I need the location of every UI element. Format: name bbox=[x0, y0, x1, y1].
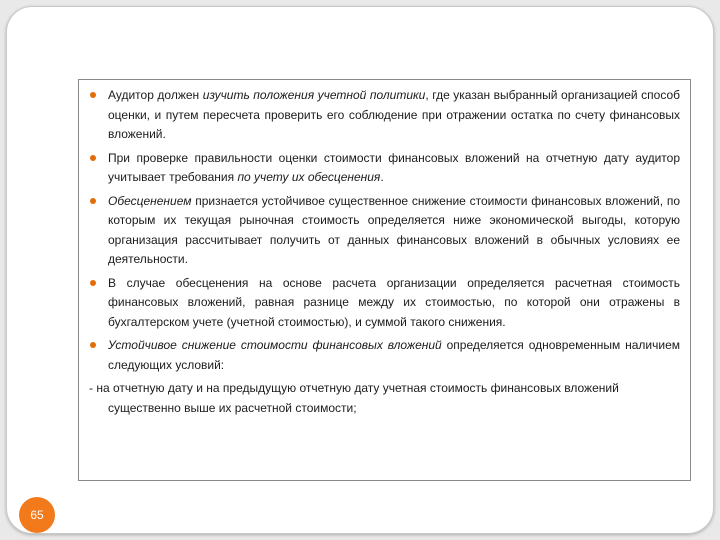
bullet-icon bbox=[90, 198, 96, 204]
italic-run: изучить положения учетной политики bbox=[202, 88, 426, 102]
bullet-paragraph-2 bbox=[89, 149, 680, 188]
bullet-paragraph-1 bbox=[89, 86, 680, 145]
bullet-icon bbox=[90, 92, 96, 98]
bullet-icon bbox=[90, 342, 96, 348]
text-run: , где указан выбранный организацией способ оценки, и путем пересчета проверить его соблюдение при отражении остатка по счету финансовых вложений. bbox=[108, 88, 681, 141]
dash-paragraph bbox=[89, 379, 680, 418]
dash-item-continuation: существенно выше их расчетной стоимости; bbox=[108, 400, 357, 415]
bullet-paragraph-4 bbox=[89, 274, 680, 333]
text-run: . bbox=[380, 170, 384, 184]
bullet-paragraph-3 bbox=[89, 192, 680, 270]
slide bbox=[6, 6, 714, 534]
text-run: Аудитор должен bbox=[108, 88, 203, 102]
text-run: В случае обесценения на основе расчета организации определяется расчетная стоимость финансовых вложений, равная разнице между их стоимостью, по которой они отражены в бухгалтерском учете (учетной стоимостью), и суммой такого снижения. bbox=[108, 275, 680, 329]
content-box bbox=[78, 79, 691, 481]
italic-run: Обесценением bbox=[108, 193, 192, 208]
text-run: определяется одновременным наличием следующих условий: bbox=[108, 338, 680, 372]
italic-run: по учету их обесценения bbox=[237, 170, 381, 184]
italic-run: Устойчивое снижение стоимости финансовых вложений bbox=[108, 338, 442, 352]
bullet-icon bbox=[90, 155, 96, 161]
bullet-paragraph-5 bbox=[89, 336, 680, 375]
bullet-icon bbox=[90, 280, 96, 286]
text-run: При проверке правильности оценки стоимости финансовых вложений на отчетную дату аудитор учитывает требования bbox=[108, 150, 680, 184]
page-number-badge: 65 bbox=[19, 497, 55, 533]
text-run: признается устойчивое существенное снижение стоимости финансовых вложений, по которым их текущая рыночная стоимость определяется ниже экономической выгоды, которую организация рассчитывает получить от данных финансовых вложений в обычных условиях ее деятельности. bbox=[108, 193, 680, 266]
dash-item-first-line: - на отчетную дату и на предыдущую отчетную дату учетная стоимость финансовых вложений bbox=[89, 381, 619, 395]
